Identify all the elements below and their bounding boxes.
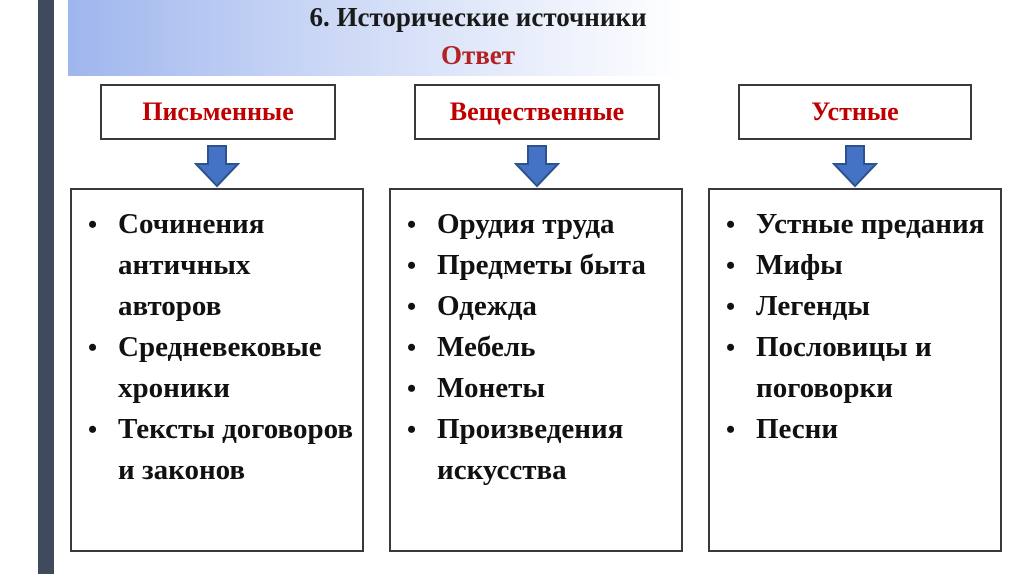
list-item: • Мифы	[720, 245, 994, 286]
list-item: • Средневековые хроники	[82, 327, 356, 409]
list-item: • Легенды	[720, 286, 994, 327]
list-item: • Монеты	[401, 368, 675, 409]
list-item: • Песни	[720, 409, 994, 450]
category-written: Письменные	[100, 84, 336, 140]
list-item: • Произведения искусства	[401, 409, 675, 491]
list-item: • Сочинения античных авторов	[82, 204, 356, 327]
category-material: Вещественные	[414, 84, 660, 140]
arrow-down-icon	[194, 144, 240, 188]
category-oral: Устные	[738, 84, 972, 140]
list-item: • Одежда	[401, 286, 675, 327]
side-accent-bar	[38, 0, 54, 574]
list-item: • Пословицы и поговорки	[720, 327, 994, 409]
list-oral	[708, 188, 1002, 552]
page-subtitle: Ответ	[440, 40, 516, 70]
page-title: 6. Исторические источники	[309, 2, 647, 32]
list-material	[389, 188, 683, 552]
arrow-down-icon	[832, 144, 878, 188]
list-item: • Орудия труда	[401, 204, 675, 245]
list-item: • Тексты договоров и законов	[82, 409, 356, 491]
list-item: • Мебель	[401, 327, 675, 368]
list-item: • Устные предания	[720, 204, 994, 245]
arrow-down-icon	[514, 144, 560, 188]
list-written	[70, 188, 364, 552]
list-item: • Предметы быта	[401, 245, 675, 286]
